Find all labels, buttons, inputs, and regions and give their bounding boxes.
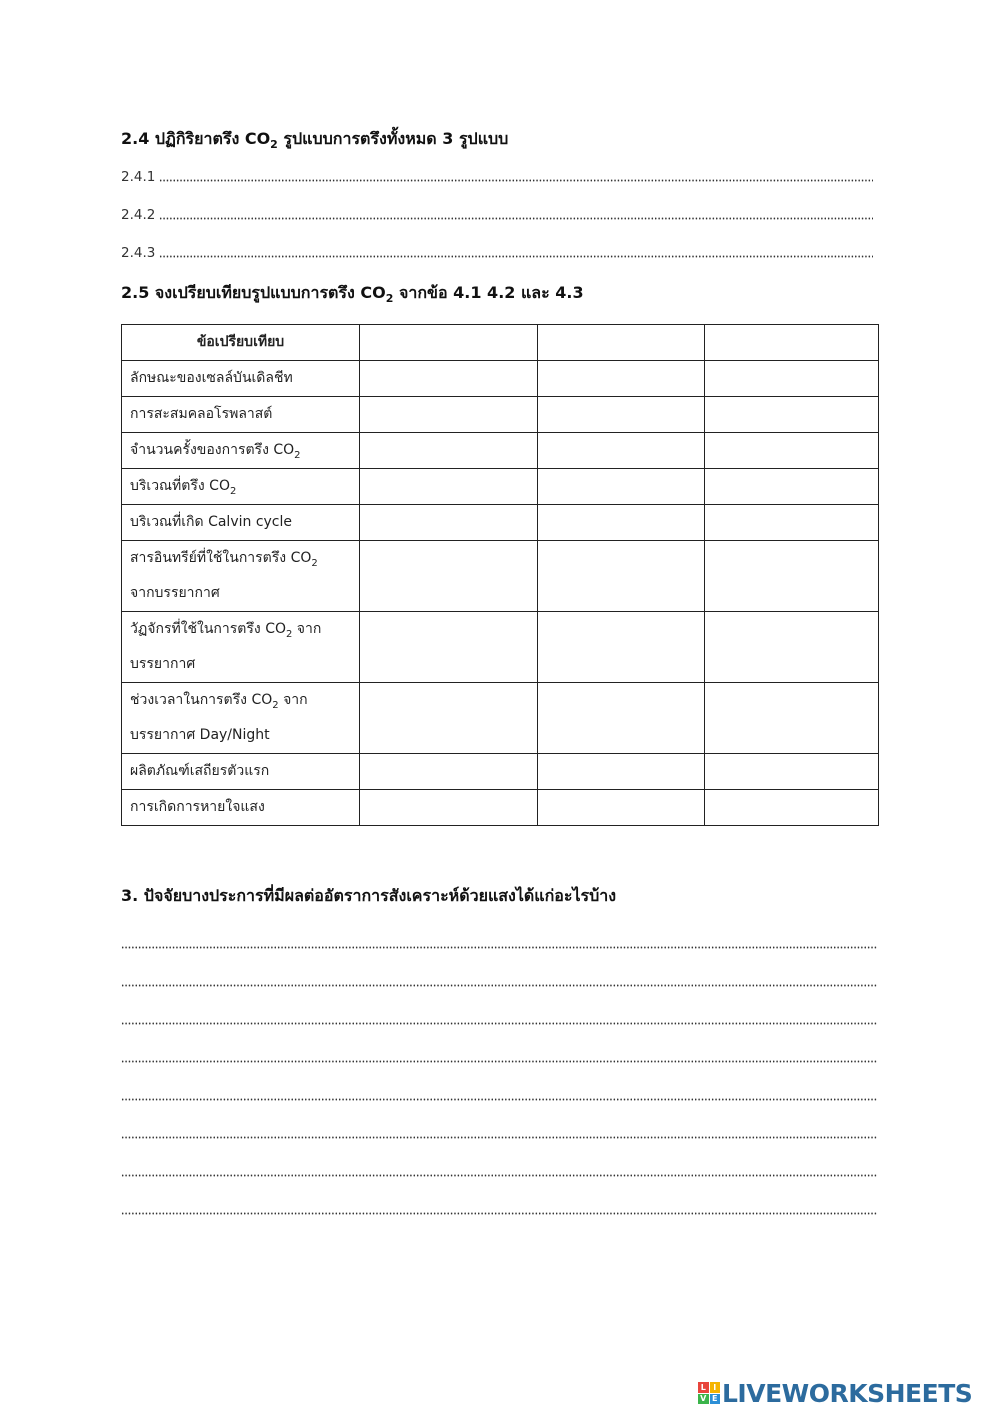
answer-cell[interactable] [360,433,538,469]
answer-line[interactable] [121,1022,877,1025]
answer-cell[interactable] [705,612,879,683]
answer-cell[interactable] [538,790,705,826]
answer-cell[interactable] [360,754,538,790]
item-number: 2.4.1 [121,169,156,185]
section-2-4-title: 2.4 ปฏิกิริยาตรึง $CO_2$ รูปแบบการตรึงทั้งหมด 3 รูปแบบ [121,129,509,152]
section-2-5-title: 2.5 จงเปรียบเทียบรูปแบบการตรึง $CO_2$ จากข้อ 4.1 4.2 และ 4.3 [121,283,584,306]
answer-cell[interactable] [705,361,879,397]
row-label: ช่วงเวลาในการตรึง $CO_2$ จาก บรรยากาศ Day/Night [122,683,360,754]
answer-cell[interactable] [360,397,538,433]
answer-line[interactable] [121,1060,877,1063]
table-row [122,790,879,826]
answer-cell[interactable] [705,683,879,754]
answer-cell[interactable] [360,790,538,826]
header-cell: ข้อเปรียบเทียบ [122,325,360,361]
table-row [122,541,879,612]
answer-cell[interactable] [705,790,879,826]
answer-cell[interactable] [538,754,705,790]
answer-cell[interactable] [538,433,705,469]
answer-cell[interactable] [705,469,879,505]
row-label: ผลิตภัณฑ์เสถียรตัวแรก [122,754,360,790]
answer-line[interactable] [121,946,877,949]
answer-cell[interactable] [705,754,879,790]
answer-line[interactable] [121,1136,877,1139]
table-row [122,397,879,433]
answer-cell[interactable] [360,469,538,505]
answer-cell[interactable] [360,361,538,397]
answer-line-2-4-2[interactable] [121,204,873,222]
table-header-row [122,325,879,361]
answer-line[interactable] [121,1174,877,1177]
answer-cell[interactable] [538,541,705,612]
logo-text: LIVEWORKSHEETS [722,1378,973,1408]
section-3-title: 3. ปัจจัยบางประการที่มีผลต่ออัตราการสังเคราะห์ด้วยแสงได้แก่อะไรบ้าง [121,886,617,905]
answer-cell[interactable] [705,433,879,469]
answer-cell[interactable] [538,505,705,541]
answer-line[interactable] [121,984,877,987]
answer-cell[interactable] [538,469,705,505]
comparison-table [121,324,879,826]
answer-cell[interactable] [360,505,538,541]
table-row [122,469,879,505]
row-label: การสะสมคลอโรพลาสต์ [122,397,360,433]
item-number: 2.4.3 [121,245,156,261]
table-row [122,754,879,790]
row-label: การเกิดการหายใจแสง [122,790,360,826]
answer-cell[interactable] [538,361,705,397]
answer-cell[interactable] [360,325,538,361]
answer-line[interactable] [121,1212,877,1215]
table-row [122,361,879,397]
answer-cell[interactable] [538,612,705,683]
answer-line-2-4-1[interactable] [121,166,873,184]
item-number: 2.4.2 [121,207,156,223]
row-label: จำนวนครั้งของการตรึง $CO_2$ [122,433,360,469]
answer-cell[interactable] [538,683,705,754]
liveworksheets-logo [698,1378,972,1408]
table-row [122,505,879,541]
logo-mark-icon: L I V E [698,1382,720,1404]
answer-cell[interactable] [538,397,705,433]
table-row [122,683,879,754]
answer-cell[interactable] [705,505,879,541]
answer-cell[interactable] [538,325,705,361]
row-label: บริเวณที่เกิด Calvin cycle [122,505,360,541]
row-label: สารอินทรีย์ที่ใช้ในการตรึง $CO_2$ จากบรรยากาศ [122,541,360,612]
answer-cell[interactable] [360,683,538,754]
answer-cell[interactable] [705,541,879,612]
answer-cell[interactable] [705,325,879,361]
answer-cell[interactable] [360,612,538,683]
table-row [122,612,879,683]
answer-line-2-4-3[interactable] [121,242,873,260]
answer-line[interactable] [121,1098,877,1101]
row-label: ลักษณะของเซลล์บันเดิลชีท [122,361,360,397]
answer-cell[interactable] [705,397,879,433]
row-label: บริเวณที่ตรึง $CO_2$ [122,469,360,505]
row-label: วัฏจักรที่ใช้ในการตรึง $CO_2$ จาก บรรยากาศ [122,612,360,683]
table-row [122,433,879,469]
answer-cell[interactable] [360,541,538,612]
